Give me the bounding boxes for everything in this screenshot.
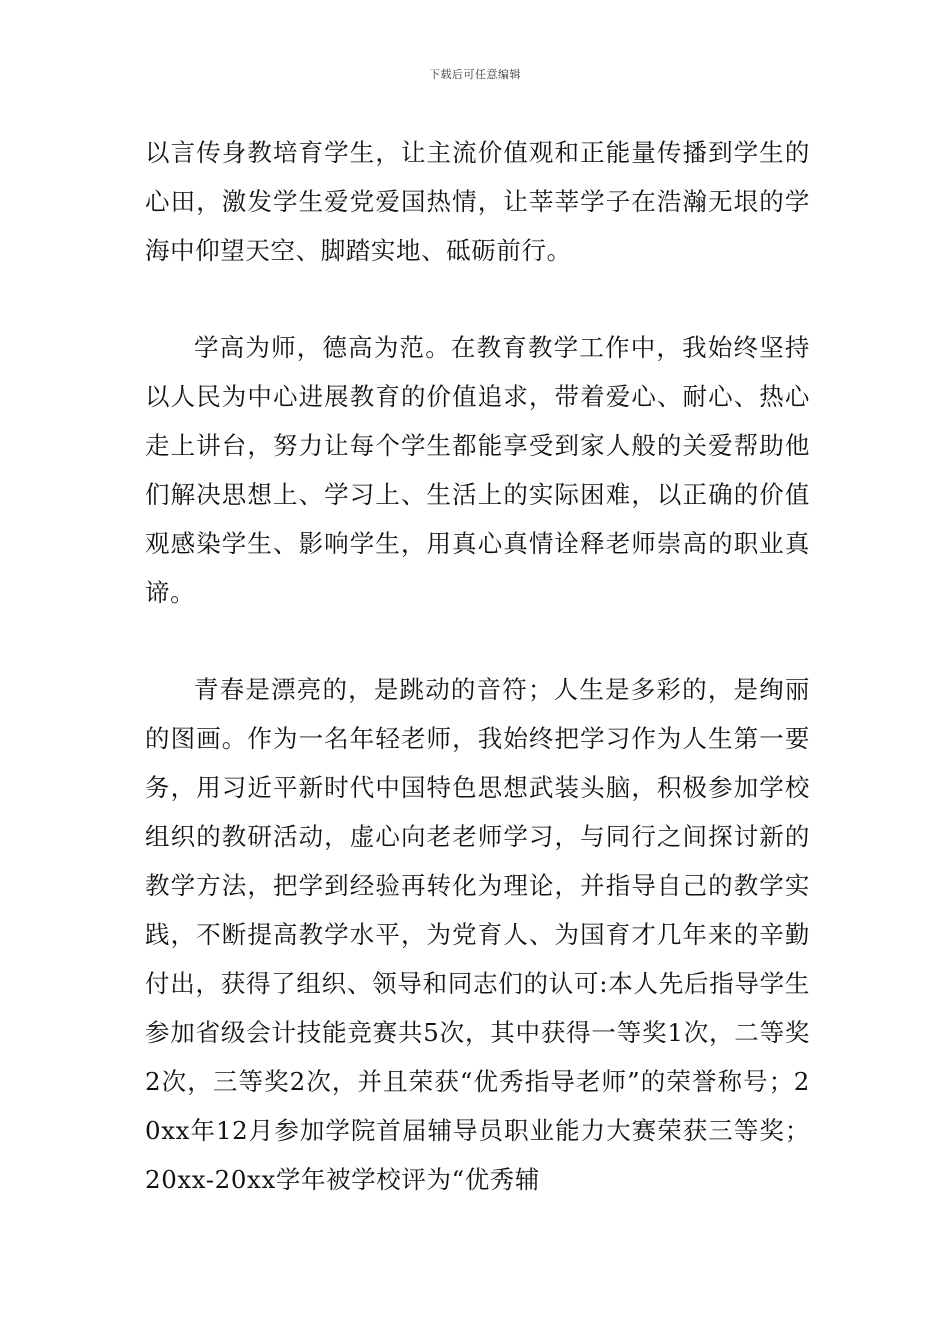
header-note: 下载后可任意编辑 [429, 68, 521, 81]
paragraph-1: 以言传身教培育学生，让主流价值观和正能量传播到学生的心田，激发学生爱党爱国热情，让莘莘学子在浩瀚无垠的学海中仰望天空、脚踏实地、砥砺前行。 [145, 138, 810, 265]
paragraph-3: 青春是漂亮的，是跳动的音符；人生是多彩的，是绚丽的图画。作为一名年轻老师，我始终把学习作为人生第一要务，用习近平新时代中国特色思想武装头脑，积极参加学校组织的教研活动，虚心向老老师学习，与同行之间探讨新的教学方法，把学到经验再转化为理论，并指导自己的教学实践，不断提高教学水平，为党育人、为国育才几年来的辛勤付出，获得了组织、领导和同志们的认可:本人先后指导学生参加省级会计技能竞赛共5次，其中获得一等奖1次，二等奖2次，三等奖2次，并且荣获“优秀指导老师”的荣誉称号；20xx年12月参加学院首届辅导员职业能力大赛荣获三等奖；20xx-20xx学年被学校评为“优秀辅 [145, 675, 810, 1194]
document-body [145, 128, 810, 1204]
paragraph-2: 学高为师，德高为范。在教育教学工作中，我始终坚持以人民为中心进展教育的价值追求，带着爱心、耐心、热心走上讲台，努力让每个学生都能享受到家人般的关爱帮助他们解决思想上、学习上、生活上的实际困难，以正确的价值观感染学生、影响学生，用真心真情诠释老师崇高的职业真谛。 [145, 333, 810, 607]
